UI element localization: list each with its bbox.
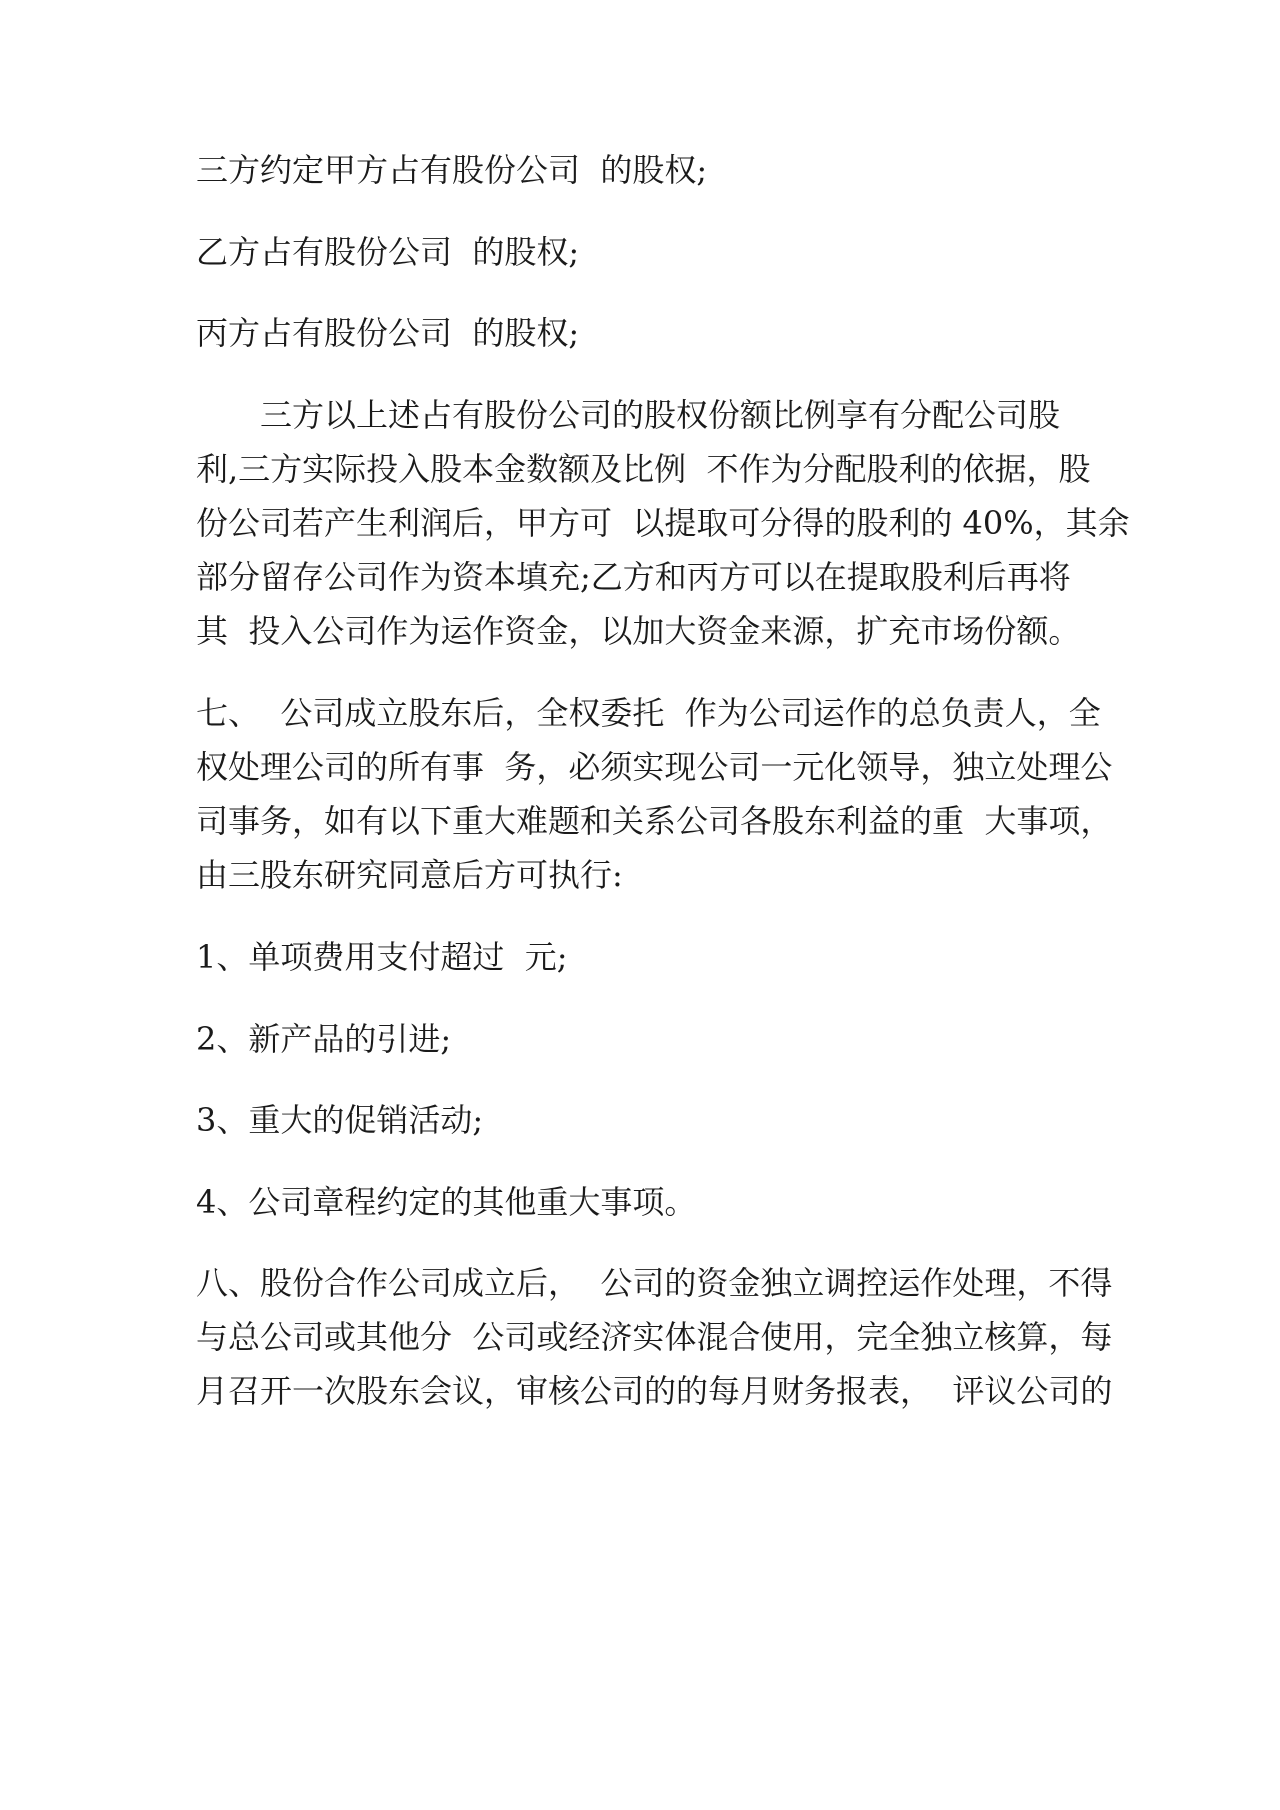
section-seven-line: 七、 公司成立股东后，全权委托 作为公司运作的总负责人，全 (196, 694, 1101, 732)
equity-line-party-a: 三方约定甲方占有股份公司 的股权; (196, 151, 708, 189)
dividend-paragraph-line: 其 投入公司作为运作资金，以加大资金来源，扩充市场份额。 (196, 612, 1081, 650)
dividend-paragraph-line: 利,三方实际投入股本金数额及比例 不作为分配股利的依据，股 (196, 450, 1091, 488)
section-seven-line: 权处理公司的所有事 务，必须实现公司一元化领导，独立处理公 (196, 748, 1113, 786)
matter-item: 4、公司章程约定的其他重大事项。 (196, 1183, 697, 1221)
dividend-paragraph-line: 部分留存公司作为资本填充;乙方和丙方可以在提取股利后再将 (196, 558, 1071, 596)
dividend-paragraph-line: 三方以上述占有股份公司的股权份额比例享有分配公司股 (260, 396, 1061, 434)
section-seven-line: 由三股东研究同意后方可执行: (196, 856, 623, 894)
matter-item: 2、新产品的引进; (196, 1020, 452, 1058)
matter-item: 1、单项费用支付超过 元; (196, 938, 568, 976)
dividend-paragraph-line: 份公司若产生利润后，甲方可 以提取可分得的股利的 40%，其余 (196, 504, 1130, 542)
equity-line-party-c: 丙方占有股份公司 的股权; (196, 314, 580, 352)
section-seven-line: 司事务，如有以下重大难题和关系公司各股东利益的重 大事项， (196, 802, 1113, 840)
matter-item: 3、重大的促销活动; (196, 1101, 484, 1139)
equity-line-party-b: 乙方占有股份公司 的股权; (196, 233, 580, 271)
section-eight-line: 与总公司或其他分 公司或经济实体混合使用，完全独立核算，每 (196, 1318, 1113, 1356)
section-eight-line: 月召开一次股东会议，审核公司的的每月财务报表， 评议公司的 (196, 1372, 1113, 1410)
section-eight-line: 八、股份合作公司成立后， 公司的资金独立调控运作处理，不得 (196, 1264, 1113, 1302)
